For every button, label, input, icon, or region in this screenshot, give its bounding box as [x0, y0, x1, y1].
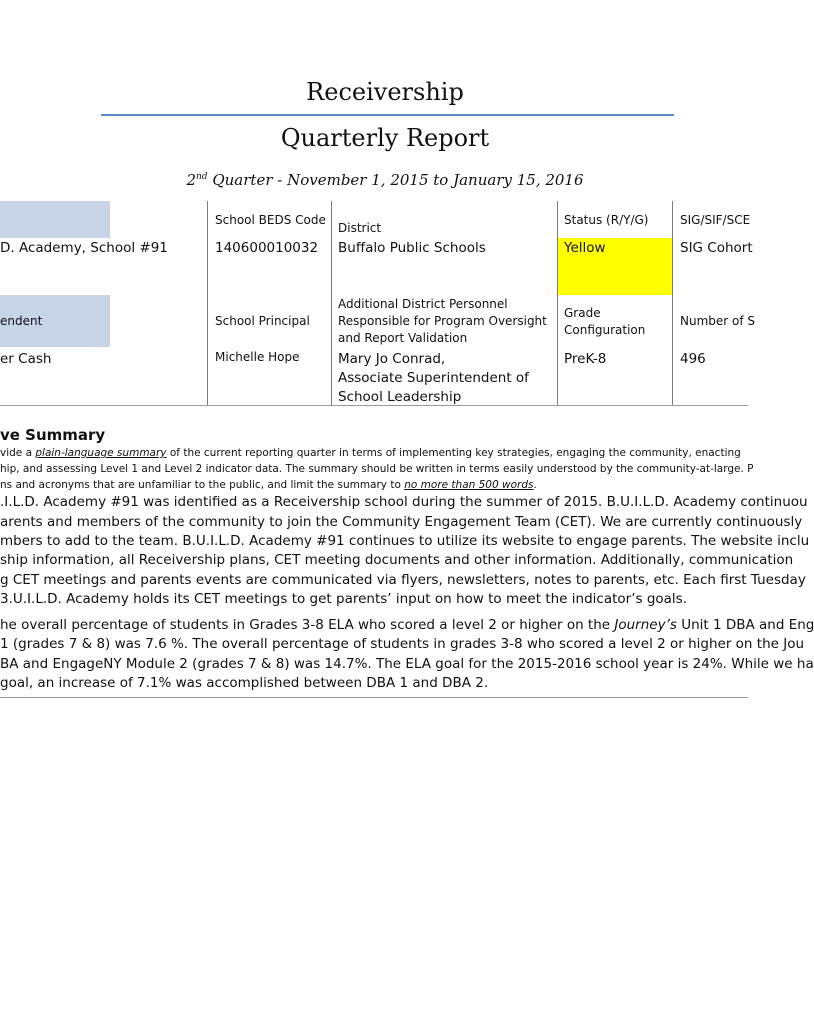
summary-paragraph-2-line: goal, an increase of 7.1% was accomplished between DBA 1 and DBA 2.: [0, 675, 489, 691]
col-divider: [672, 201, 673, 405]
paragraph-text: he overall percentage of students in Grades 3-8 ELA who scored a level 2 or higher on the: [0, 617, 615, 633]
principal-value: Michelle Hope: [215, 350, 300, 364]
table-bottom-border: [0, 405, 748, 406]
summary-paragraph-1-line: arents and members of the community to join the Community Engagement Team (CET). We are currently continuously: [0, 514, 803, 530]
title-divider: [101, 114, 674, 116]
header-band-1: [0, 201, 110, 238]
summary-paragraph-2-line: BA and EngageNY Module 2 (grades 7 & 8) was 14.7%. The ELA goal for the 2015-2016 school year is 24%. While we ha: [0, 656, 814, 672]
status-header: Status (R/Y/G): [564, 213, 649, 227]
enrollment-value: 496: [680, 351, 706, 367]
instruction-text: of the current reporting quarter in terms of implementing key strategies, engaging the community, enacting: [166, 447, 741, 459]
beds-code-header: School BEDS Code: [215, 213, 326, 227]
summary-heading: ve Summary: [0, 426, 106, 444]
school-name-value: D. Academy, School #91: [0, 240, 168, 256]
col-divider: [557, 201, 558, 405]
summary-paragraph-2-line: 1 (grades 7 & 8) was 7.6 %. The overall percentage of students in grades 3-8 who scored a level 2 or higher on the Jou: [0, 636, 805, 652]
col-divider: [331, 201, 332, 405]
instruction-line-1: [0, 447, 741, 459]
quarter-dates: Quarter - November 1, 2015 to January 15, 2016: [207, 171, 584, 189]
personnel-header-line3: and Report Validation: [338, 331, 468, 345]
instruction-text: .: [533, 479, 537, 491]
instruction-text: ns and acronyms that are unfamiliar to the public, and limit the summary to: [0, 479, 405, 491]
journeys-title: Journey’s: [614, 617, 677, 633]
status-value: Yellow: [564, 240, 606, 256]
instruction-line-3: [0, 479, 537, 491]
beds-code-value: 140600010032: [215, 240, 319, 256]
quarter-line: [0, 171, 770, 189]
grade-header-line2: Configuration: [564, 323, 646, 337]
personnel-header-line1: Additional District Personnel: [338, 297, 508, 311]
personnel-value-line3: School Leadership: [338, 389, 462, 405]
paragraph-text: Unit 1 DBA and Eng: [676, 617, 814, 633]
superintendent-header: endent: [0, 314, 43, 328]
col-divider: [207, 201, 208, 405]
summary-paragraph-1-line: g CET meetings and parents events are communicated via flyers, newsletters, notes to parents, etc. Each first Tuesday: [0, 572, 806, 588]
summary-paragraph-1-line: .I.L.D. Academy #91 was identified as a Receivership school during the summer of 2015. B.U.I.L.D. Academy continuou: [0, 494, 808, 510]
principal-header: School Principal: [215, 314, 310, 328]
summary-paragraph-1-line: 3.U.I.L.D. Academy holds its CET meetings to get parents’ input on how to meet the indicator’s goals.: [0, 591, 687, 607]
superintendent-value: er Cash: [0, 351, 52, 367]
personnel-value-line2: Associate Superintendent of: [338, 370, 529, 386]
summary-paragraph-2-line: [0, 617, 814, 633]
personnel-header-line2: Responsible for Program Oversight: [338, 314, 547, 328]
grade-value: PreK-8: [564, 351, 607, 367]
sig-header: SIG/SIF/SCE: [680, 213, 751, 227]
grade-header-line1: Grade: [564, 306, 601, 320]
instruction-line-2: hip, and assessing Level 1 and Level 2 indicator data. The summary should be written in terms easily understood by the community-at-large. P: [0, 463, 754, 475]
report-subtitle: Quarterly Report: [280, 124, 490, 152]
district-value: Buffalo Public Schools: [338, 240, 486, 256]
sig-value: SIG Cohort: [680, 240, 753, 256]
quarter-ordinal: 2: [186, 171, 197, 189]
word-limit-text: no more than 500 words: [404, 479, 534, 491]
summary-paragraph-1-line: ship information, all Receivership plans, CET meeting documents and other information. Additionally, communication: [0, 552, 794, 568]
summary-bottom-border: [0, 697, 748, 698]
plain-language-summary-link: plain-language summary: [35, 447, 167, 459]
summary-paragraph-1-line: mbers to add to the team. B.U.I.L.D. Academy #91 continues to utilize its website to engage parents. The website inclu: [0, 533, 810, 549]
quarter-suffix: nd: [196, 172, 208, 182]
district-header: District: [338, 221, 382, 235]
instruction-text: vide a: [0, 447, 36, 459]
enrollment-header: Number of S: [680, 314, 756, 328]
personnel-value-line1: Mary Jo Conrad,: [338, 351, 446, 367]
report-title: Receivership: [306, 78, 464, 106]
